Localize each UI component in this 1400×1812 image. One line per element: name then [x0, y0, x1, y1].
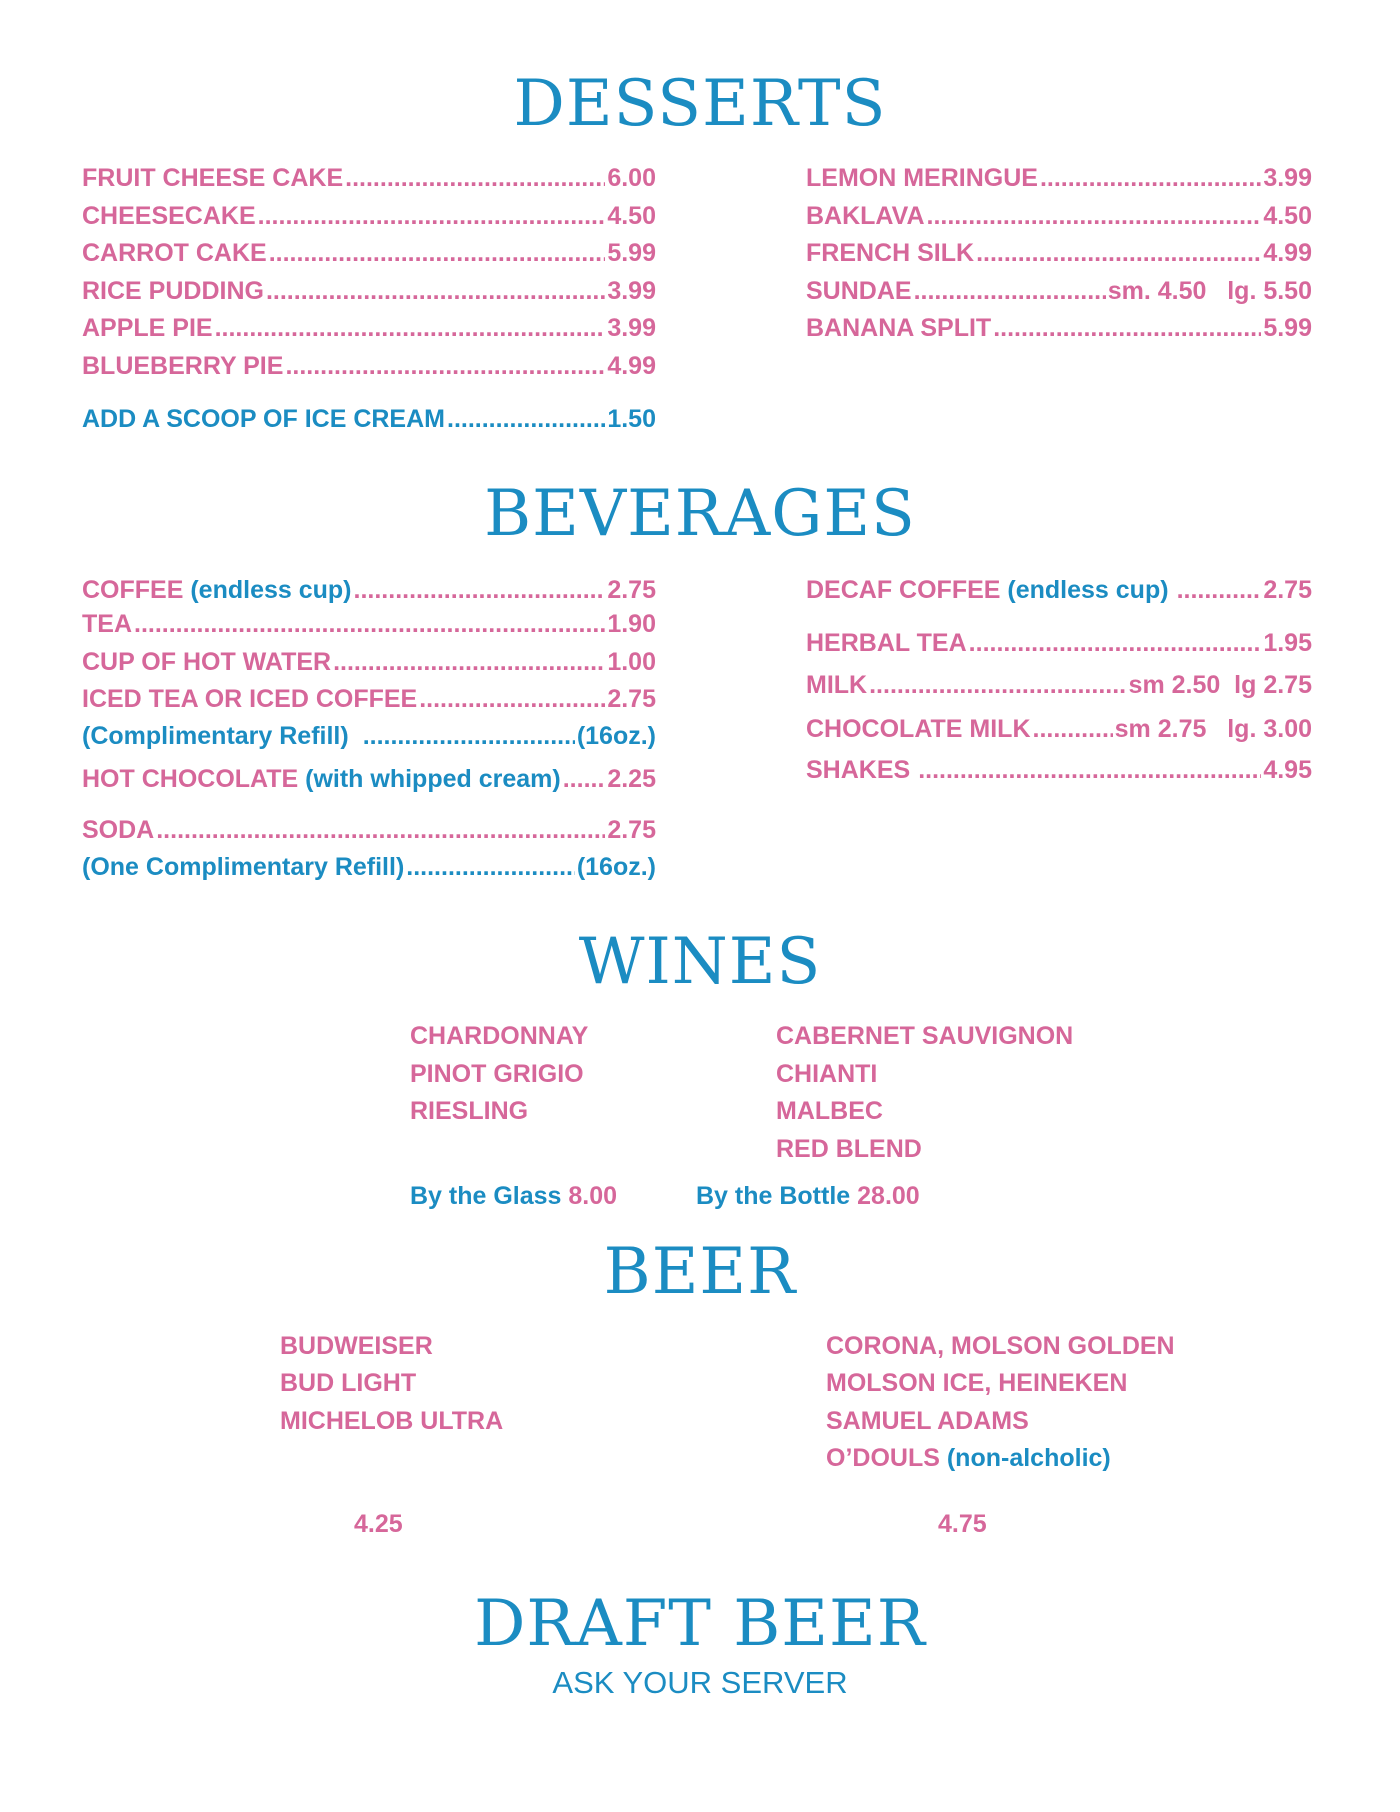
draft-beer-subtitle: ASK YOUR SERVER — [552, 1665, 848, 1700]
draft-beer-heading: DRAFT BEER — [474, 1587, 926, 1661]
wine-bottle-price: By the Bottle 28.00 — [696, 1182, 920, 1210]
beer-item: MOLSON ICE, HEINEKEN — [826, 1369, 1128, 1397]
beer-heading: BEER — [603, 1235, 797, 1309]
menu-item: RICE PUDDING ..... 3.99 — [82, 277, 656, 306]
menu-item: BANANA SPLIT ..... 5.99 — [806, 314, 1312, 343]
beer-item: MICHELOB ULTRA — [280, 1407, 504, 1435]
ice-cream-addon: ADD A SCOOP OF ICE CREAM ..... 1.50 — [82, 405, 656, 434]
menu-item: CUP OF HOT WATER ..... 1.00 — [82, 648, 656, 677]
menu-item: BAKLAVA ..... 4.50 — [806, 202, 1312, 231]
menu-item: APPLE PIE ..... 3.99 — [82, 314, 656, 343]
menu-item: LEMON MERINGUE ..... 3.99 — [806, 164, 1312, 193]
menu-item: SUNDAE ..... sm. 4.50 lg. 5.50 — [806, 277, 1312, 306]
beer-item: CORONA, MOLSON GOLDEN — [826, 1332, 1175, 1360]
menu-item: ICED TEA OR ICED COFFEE ..... 2.75 — [82, 685, 656, 714]
menu-item: SODA ..... 2.75 — [82, 816, 656, 845]
wine-item: CHIANTI — [776, 1060, 878, 1088]
wine-item: CHARDONNAY — [410, 1022, 589, 1050]
wine-item: CABERNET SAUVIGNON — [776, 1022, 1074, 1050]
beverages-heading: BEVERAGES — [484, 477, 916, 551]
menu-item: CHOCOLATE MILK ..... sm 2.75 lg. 3.00 — [806, 715, 1312, 744]
menu-item: FRUIT CHEESE CAKE ..... 6.00 — [82, 164, 656, 193]
beer-item: BUDWEISER — [280, 1332, 433, 1360]
menu-item: COFFEE (endless cup) ..... 2.75 — [82, 576, 656, 605]
wine-item: PINOT GRIGIO — [410, 1060, 584, 1088]
wine-item: RED BLEND — [776, 1135, 922, 1163]
menu-item: MILK ..... sm 2.50 lg 2.75 — [806, 671, 1312, 700]
menu-item: BLUEBERRY PIE ..... 4.99 — [82, 352, 656, 381]
beer-item: BUD LIGHT — [280, 1369, 417, 1397]
menu-item-note: (Complimentary Refill) ..... (16oz.) — [82, 722, 656, 751]
beer-item: SAMUEL ADAMS — [826, 1407, 1029, 1435]
wine-item: RIESLING — [410, 1097, 529, 1125]
menu-item: CARROT CAKE ..... 5.99 — [82, 239, 656, 268]
menu-item: SHAKES ..... 4.95 — [806, 756, 1312, 785]
menu-item: HERBAL TEA ..... 1.95 — [806, 629, 1312, 658]
wines-heading: WINES — [578, 925, 822, 999]
wine-item: MALBEC — [776, 1097, 883, 1125]
beer-item: O’DOULS (non-alcholic) — [826, 1444, 1111, 1472]
domestic-beer-price: 4.25 — [354, 1510, 403, 1538]
menu-item: FRENCH SILK ..... 4.99 — [806, 239, 1312, 268]
menu-item-note: (One Complimentary Refill) ..... (16oz.) — [82, 853, 656, 882]
menu-item: TEA ..... 1.90 — [82, 610, 656, 639]
menu-item: HOT CHOCOLATE (with whipped cream) ..... 2.25 — [82, 765, 656, 794]
imported-beer-price: 4.75 — [938, 1510, 987, 1538]
menu-item: CHEESECAKE ..... 4.50 — [82, 202, 656, 231]
menu-item: DECAF COFFEE (endless cup) ..... 2.75 — [806, 576, 1312, 605]
wine-glass-price: By the Glass 8.00 — [410, 1182, 618, 1210]
desserts-heading: DESSERTS — [513, 67, 887, 141]
